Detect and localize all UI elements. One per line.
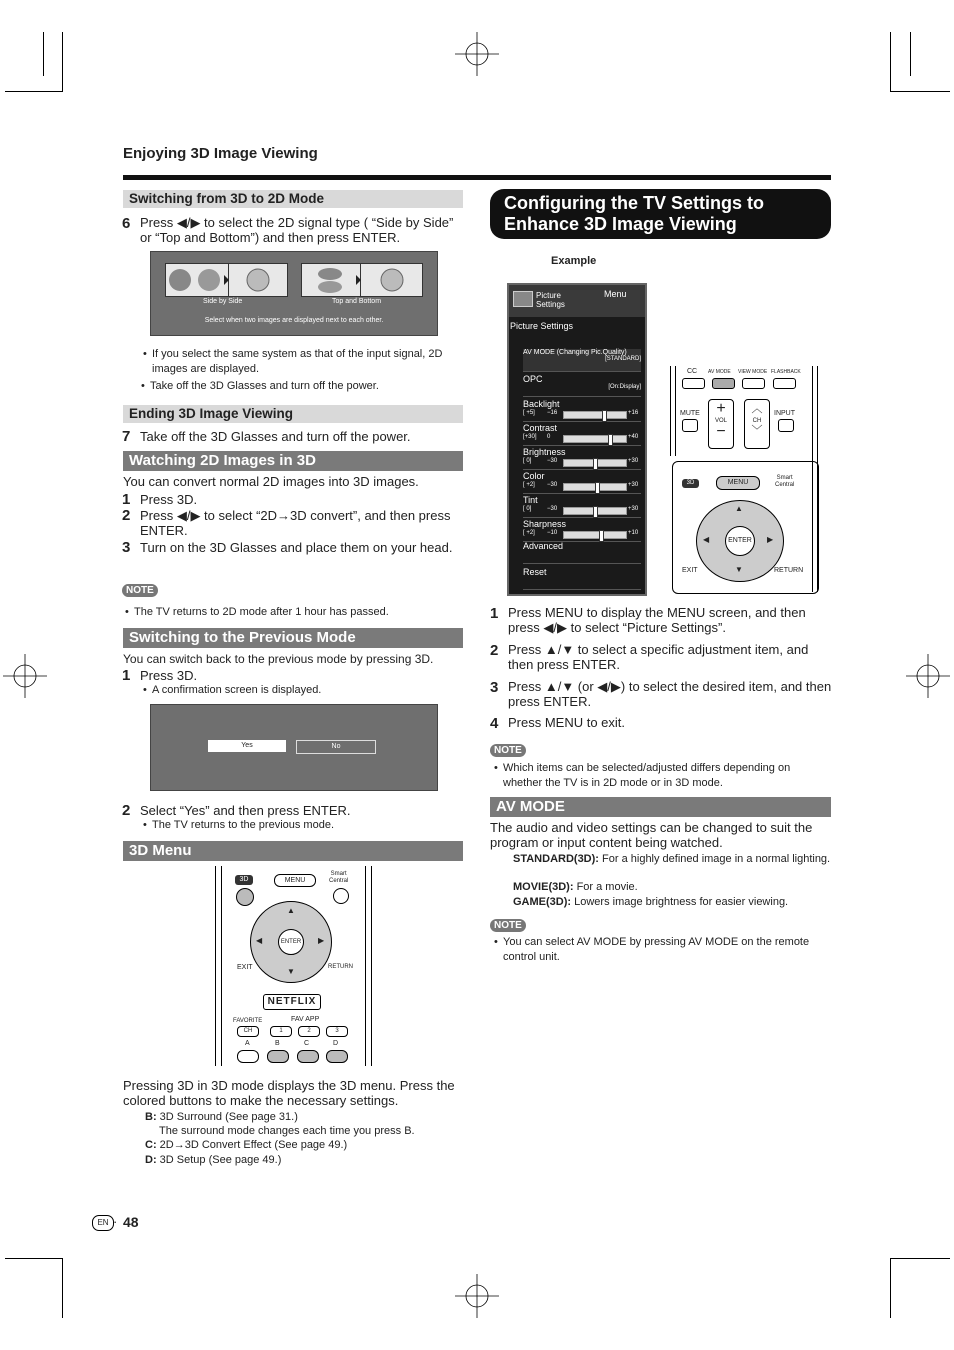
d-button[interactable] <box>326 1050 348 1063</box>
slider-min: −16 <box>547 410 558 416</box>
c-button[interactable] <box>297 1050 319 1063</box>
b-label: B <box>275 1040 280 1047</box>
step-number: 3 <box>490 679 499 696</box>
picture-settings-menu-screen <box>507 283 647 596</box>
registration-mark <box>455 32 499 76</box>
slider-value: [ +5] <box>523 410 535 416</box>
direction-pad[interactable] <box>696 500 784 582</box>
down-arrow-icon: ▼ <box>735 565 743 574</box>
step-number: 6 <box>122 215 131 232</box>
view-mode-button[interactable] <box>742 378 765 389</box>
crop-mark <box>910 32 911 76</box>
slider-value: [ 0] <box>523 506 532 512</box>
mute-label: MUTE <box>680 410 700 417</box>
fav-2-button[interactable]: 2 <box>298 1026 320 1037</box>
crop-mark <box>5 91 62 92</box>
cc-button[interactable] <box>682 378 705 389</box>
exit-label: EXIT <box>237 964 253 971</box>
slider-value: [ +2] <box>523 482 535 488</box>
ch-button[interactable]: CH <box>237 1026 259 1037</box>
mute-button[interactable] <box>682 419 698 432</box>
crop-mark <box>890 1258 950 1259</box>
crop-mark <box>890 1258 891 1318</box>
note-text: • Which items can be selected/adjusted differs depending on whether the TV is in 2D mode or in 3D mode. <box>503 761 831 791</box>
d-label: D <box>333 1040 339 1047</box>
return-label: RETURN <box>328 964 353 970</box>
bullet-text: • A confirmation screen is displayed. <box>152 683 321 698</box>
option-c: C: 2D→3D Convert Effect (See page 49.) <box>145 1139 348 1151</box>
slider-min: −30 <box>547 482 558 488</box>
note-text: • The TV returns to 2D mode after 1 hour has passed. <box>134 605 454 620</box>
slider-value: [ 0] <box>523 458 532 464</box>
slider-knob <box>593 458 598 470</box>
slider-track[interactable] <box>563 459 627 467</box>
slider-knob <box>608 434 613 446</box>
left-arrow-icon: ◀ <box>703 535 710 544</box>
down-arrow-icon: ▼ <box>287 967 295 976</box>
page-header: Enjoying 3D Image Viewing <box>123 145 318 162</box>
step-text: Press ◀/▶ to select “2D→3D convert”, and then press ENTER. <box>140 508 451 538</box>
top-and-bottom-icon <box>302 264 422 296</box>
yes-button[interactable]: Yes <box>208 740 286 752</box>
smart-central-button[interactable] <box>333 888 349 904</box>
section-heading-switch-2d: Switching from 3D to 2D Mode <box>123 190 463 208</box>
view-mode-label: VIEW MODE <box>738 369 768 375</box>
right-arrow-icon: ▶ <box>767 535 774 544</box>
section-bar-previous-mode: Switching to the Previous Mode <box>123 628 463 648</box>
up-arrow-icon: ▲ <box>287 906 295 915</box>
note-badge: NOTE <box>490 919 526 932</box>
remote-illustration-settings <box>672 366 817 592</box>
cc-label: CC <box>687 368 698 375</box>
up-arrow-icon: ▲ <box>735 504 743 513</box>
picture-settings-icon <box>513 291 533 307</box>
slider-max: +30 <box>628 458 639 464</box>
menu-item-slider[interactable] <box>523 399 641 422</box>
option-d: D: 3D Setup (See page 49.) <box>145 1154 282 1166</box>
crop-mark <box>890 91 950 92</box>
section-heading-ending: Ending 3D Image Viewing <box>123 405 463 423</box>
left-arrow-icon: ◀ <box>256 936 263 945</box>
c-label: C <box>304 1040 310 1047</box>
top-and-bottom-option[interactable] <box>301 263 423 297</box>
step-text: Press 3D. <box>140 492 198 507</box>
slider-name: Sharpness <box>523 519 567 529</box>
intro-text: You can switch back to the previous mode by pressing 3D. <box>123 652 434 666</box>
step-number: 1 <box>490 605 499 622</box>
note-badge: NOTE <box>122 584 158 597</box>
menu-item-slider[interactable] <box>523 447 641 470</box>
av-mode-label: AV MODE <box>708 369 731 375</box>
crop-mark <box>43 32 44 76</box>
slider-track[interactable] <box>563 531 627 539</box>
slider-value: [+30] <box>523 434 537 440</box>
netflix-button[interactable]: NETFLIX <box>263 994 321 1010</box>
option-b: B: 3D Surround (See page 31.) <box>145 1111 298 1123</box>
bullet-text: • Take off the 3D Glasses and turn off the power. <box>150 379 462 394</box>
fav-1-button[interactable]: 1 <box>270 1026 292 1037</box>
intro-text: You can convert normal 2D images into 3D images. <box>123 474 419 489</box>
slider-name: Contrast <box>523 423 558 433</box>
flashback-label: FLASHBACK <box>771 369 801 375</box>
slider-knob <box>602 410 607 422</box>
3d-button-label: 3D <box>235 875 253 885</box>
av-mode-standard: STANDARD(3D): For a highly defined image in a normal lighting. <box>513 853 831 865</box>
note-badge: NOTE <box>490 744 526 757</box>
step-text: Press 3D. <box>140 668 198 683</box>
3d-button[interactable] <box>236 888 254 906</box>
slider-value: [ +2] <box>523 530 535 536</box>
favorite-label: FAVORITE <box>233 1018 263 1024</box>
return-label: RETURN <box>774 567 804 574</box>
fav-3-button[interactable]: 3 <box>326 1026 348 1037</box>
section-bar-3d-menu: 3D Menu <box>123 841 463 861</box>
fav-app-label: FAV APP <box>291 1016 320 1023</box>
menu-item-slider[interactable] <box>523 495 641 518</box>
screen-caption: Select when two images are displayed next to each other. <box>204 317 384 324</box>
slider-min: −10 <box>547 530 558 536</box>
signal-type-screen <box>150 251 438 336</box>
enter-button[interactable]: ENTER <box>725 526 755 556</box>
slider-max: +10 <box>628 530 639 536</box>
slider-max: +16 <box>628 410 639 416</box>
side-by-side-label: Side by Side <box>203 298 243 305</box>
channel-rocker[interactable]: ︿ CH ﹀ <box>744 399 770 449</box>
enter-button[interactable]: ENTER <box>278 929 304 955</box>
flashback-button[interactable] <box>773 378 796 389</box>
slider-knob <box>595 482 600 494</box>
section-bar-av-mode: AV MODE <box>490 797 831 817</box>
av-mode-button[interactable] <box>712 378 735 389</box>
slider-max: +30 <box>628 482 639 488</box>
menu-item-reset[interactable]: Reset <box>523 567 641 590</box>
step-text: Press ▲/▼ (or ◀/▶) to select the desired item, and then press ENTER. <box>508 679 832 709</box>
slider-min: 0 <box>547 434 551 440</box>
chevron-up-icon: ︿ <box>751 403 763 415</box>
step-text: Select “Yes” and then press ENTER. <box>140 803 351 818</box>
menu-item-slider[interactable] <box>523 471 641 494</box>
volume-rocker[interactable]: + VOL − <box>708 399 734 449</box>
menu-item-slider[interactable] <box>523 423 641 446</box>
3d-menu-paragraph: Pressing 3D in 3D mode displays the 3D menu. Press the colored buttons to make the necessary settings. <box>123 1078 455 1108</box>
a-label: A <box>245 1040 250 1047</box>
step-text: Press MENU to exit. <box>508 715 626 730</box>
slider-name: Backlight <box>523 399 560 409</box>
slider-name: Brightness <box>523 447 566 457</box>
exit-label: EXIT <box>682 567 698 574</box>
confirmation-screen <box>150 704 438 791</box>
bullet-text: • If you select the same system as that of the input signal, 2D images are displayed. <box>152 347 464 377</box>
step-text: Turn on the 3D Glasses and place them on your head. <box>140 540 453 555</box>
slider-max: +30 <box>628 506 639 512</box>
slider-min: −30 <box>547 506 558 512</box>
slider-track[interactable] <box>563 411 627 419</box>
registration-mark <box>906 654 950 698</box>
remote-illustration-3d-menu <box>215 866 370 1066</box>
slider-knob <box>593 506 598 518</box>
input-button[interactable] <box>778 419 794 432</box>
crop-mark <box>5 1258 62 1259</box>
step-number: 7 <box>122 428 131 445</box>
option-b-note: The surround mode changes each time you press B. <box>159 1125 415 1137</box>
menu-item-av-mode[interactable]: AV MODE (Changing Pic.Quality) [STANDARD] <box>523 349 641 372</box>
note-text: • You can select AV MODE by pressing AV MODE on the remote control unit. <box>503 935 823 965</box>
step-text: Press ▲/▼ to select a specific adjustment item, and then press ENTER. <box>508 642 809 672</box>
no-button[interactable]: No <box>296 740 376 754</box>
tab-picture-settings[interactable]: Picture Settings <box>536 291 565 309</box>
top-and-bottom-label: Top and Bottom <box>332 298 382 305</box>
header-rule <box>123 175 831 180</box>
direction-pad[interactable] <box>250 901 332 983</box>
step-number: 4 <box>490 715 499 732</box>
a-button[interactable] <box>237 1050 259 1063</box>
slider-min: −30 <box>547 458 558 464</box>
menu-heading: Picture Settings <box>510 321 574 331</box>
menu-item-slider[interactable] <box>523 519 641 542</box>
step-number: 2 <box>490 642 499 659</box>
smart-central-label: Smart Central <box>329 871 349 884</box>
b-button[interactable] <box>267 1050 289 1063</box>
bullet-text: • The TV returns to the previous mode. <box>152 818 334 833</box>
side-by-side-icon <box>166 264 287 296</box>
section-bar-watching-2d: Watching 2D Images in 3D <box>123 451 463 471</box>
slider-track[interactable] <box>563 435 627 443</box>
minus-icon: − <box>716 423 726 440</box>
page-title: Configuring the TV Settings to Enhance 3D Image Viewing <box>490 189 831 239</box>
step-text: Press MENU to display the MENU screen, and then press ◀/▶ to select “Picture Settings”. <box>508 605 806 635</box>
slider-track[interactable] <box>563 483 627 491</box>
smart-central-label: Smart Central <box>775 475 795 488</box>
3d-button[interactable]: 3D <box>682 479 699 488</box>
slider-track[interactable] <box>563 507 627 515</box>
step-text: Press ◀/▶ to select the 2D signal type ( “Side by Side” or “Top and Bottom”) and then press ENTER. <box>140 215 454 245</box>
registration-mark <box>3 654 47 698</box>
chevron-down-icon: ﹀ <box>751 425 763 437</box>
av-mode-intro: The audio and video settings can be changed to suit the program or input content being watched. <box>490 820 813 850</box>
slider-name: Tint <box>523 495 538 505</box>
menu-item-opc[interactable]: OPC [On:Display] <box>523 374 641 397</box>
crop-mark <box>62 1258 63 1318</box>
menu-title: Menu <box>604 289 627 299</box>
menu-button[interactable]: MENU <box>274 874 316 887</box>
menu-item-advanced[interactable]: Advanced <box>523 541 641 564</box>
example-label: Example <box>551 255 597 267</box>
right-arrow-icon: ▶ <box>318 936 325 945</box>
slider-name: Color <box>523 471 545 481</box>
language-badge: EN <box>92 1215 114 1231</box>
crop-mark <box>890 32 891 92</box>
slider-max: +40 <box>628 434 639 440</box>
registration-mark <box>455 1274 499 1318</box>
av-mode-game: GAME(3D): Lowers image brightness for easier viewing. <box>513 896 789 908</box>
crop-mark <box>62 32 63 92</box>
av-mode-movie: MOVIE(3D): For a movie. <box>513 881 638 893</box>
page-number: 48 <box>123 1214 139 1230</box>
input-label: INPUT <box>774 410 795 417</box>
menu-button[interactable]: MENU <box>716 476 760 490</box>
step-text: Take off the 3D Glasses and turn off the power. <box>140 429 411 444</box>
plus-icon: + <box>716 400 726 417</box>
side-by-side-option[interactable] <box>165 263 288 297</box>
